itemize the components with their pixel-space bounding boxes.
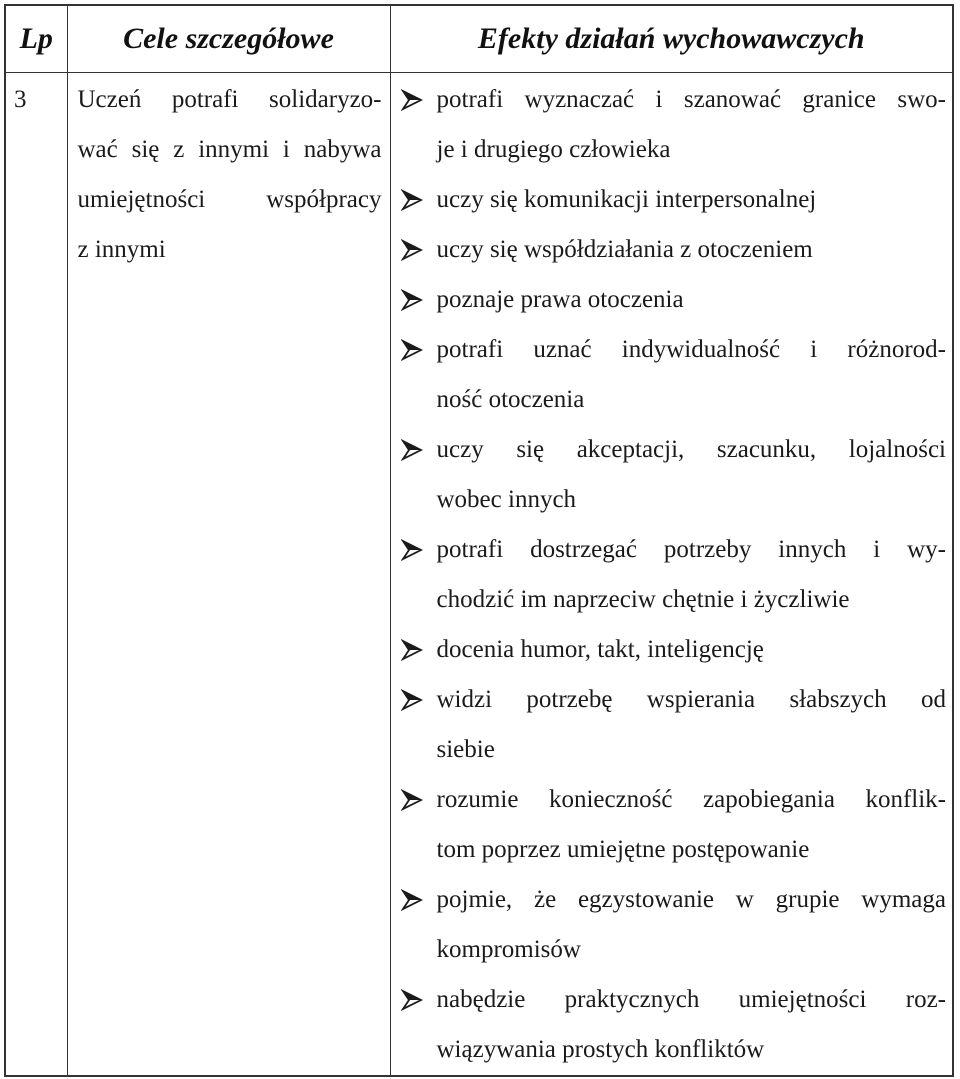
effect-text-line: tom poprzez umiejętne postępowanie [436,836,810,863]
arrowhead-bullet-icon [401,339,423,361]
effect-text-line: pojmie, że egzystowanie w grupie wymaga [436,886,946,913]
effect-text-line: potrafi uznać indywidualność i różnorod- [436,336,946,363]
arrowhead-bullet-icon [401,689,423,711]
arrowhead-bullet-icon [401,989,423,1011]
header-lp: Lp [5,5,67,73]
effects-list [401,75,947,1075]
goal-cell [67,73,390,1077]
goal-line: z innymi [77,236,166,263]
list-item [401,675,947,775]
list-item [401,875,947,975]
list-item [401,325,947,425]
list-item [401,75,947,175]
effect-text-line: wobec innych [436,486,577,513]
goal-line: wać się z innymi i nabywa [77,136,382,163]
header-goals: Cele szczegółowe [67,5,390,73]
effect-text-line: uczy się akceptacji, szacunku, lojalności [436,436,946,463]
effect-text-line: rozumie konieczność zapobiegania konflik- [436,786,946,813]
effect-text-line: kompromisów [436,936,581,963]
arrowhead-bullet-icon [401,539,423,561]
arrowhead-bullet-icon [401,789,423,811]
effect-text-line: chodzić im naprzeciw chętnie i życzliwie [436,586,850,613]
effect-text-line: docenia humor, takt, inteligencję [436,636,764,663]
list-item [401,775,947,875]
goal-line: umiejętności współpracy [77,186,382,213]
effect-text-line: poznaje prawa otoczenia [436,286,684,313]
arrowhead-bullet-icon [401,439,423,461]
list-item [401,975,947,1075]
effect-text-line: potrafi wyznaczać i szanować granice swo- [436,86,946,113]
effect-text-line: uczy się współdziałania z otoczeniem [436,236,813,263]
list-item [401,625,947,675]
arrowhead-bullet-icon [401,89,423,111]
effect-text-line: siebie [436,736,495,763]
arrowhead-bullet-icon [401,639,423,661]
effect-text-line: uczy się komunikacji interpersonalnej [436,186,817,213]
list-item [401,175,947,225]
arrowhead-bullet-icon [401,289,423,311]
list-item [401,425,947,525]
goal-line: Uczeń potrafi solidaryzo- [77,86,382,113]
arrowhead-bullet-icon [401,189,423,211]
list-item [401,225,947,275]
table-row [5,73,953,1077]
arrowhead-bullet-icon [401,889,423,911]
effects-cell [390,73,953,1077]
effect-text-line: potrafi dostrzegać potrzeby innych i wy- [436,536,946,563]
effect-text-line: nabędzie praktycznych umiejętności roz- [436,986,946,1013]
arrowhead-bullet-icon [401,239,423,261]
table-header-row [5,5,953,73]
objectives-table [4,4,954,1077]
list-item [401,525,947,625]
row-number: 3 [5,73,67,1077]
header-effects: Efekty działań wychowawczych [390,5,953,73]
effect-text-line: widzi potrzebę wspierania słabszych od [436,686,946,713]
list-item [401,275,947,325]
effect-text-line: wiązywania prostych konfliktów [436,1036,765,1063]
effect-text-line: ność otoczenia [436,386,585,413]
effect-text-line: je i drugiego człowieka [436,136,671,163]
